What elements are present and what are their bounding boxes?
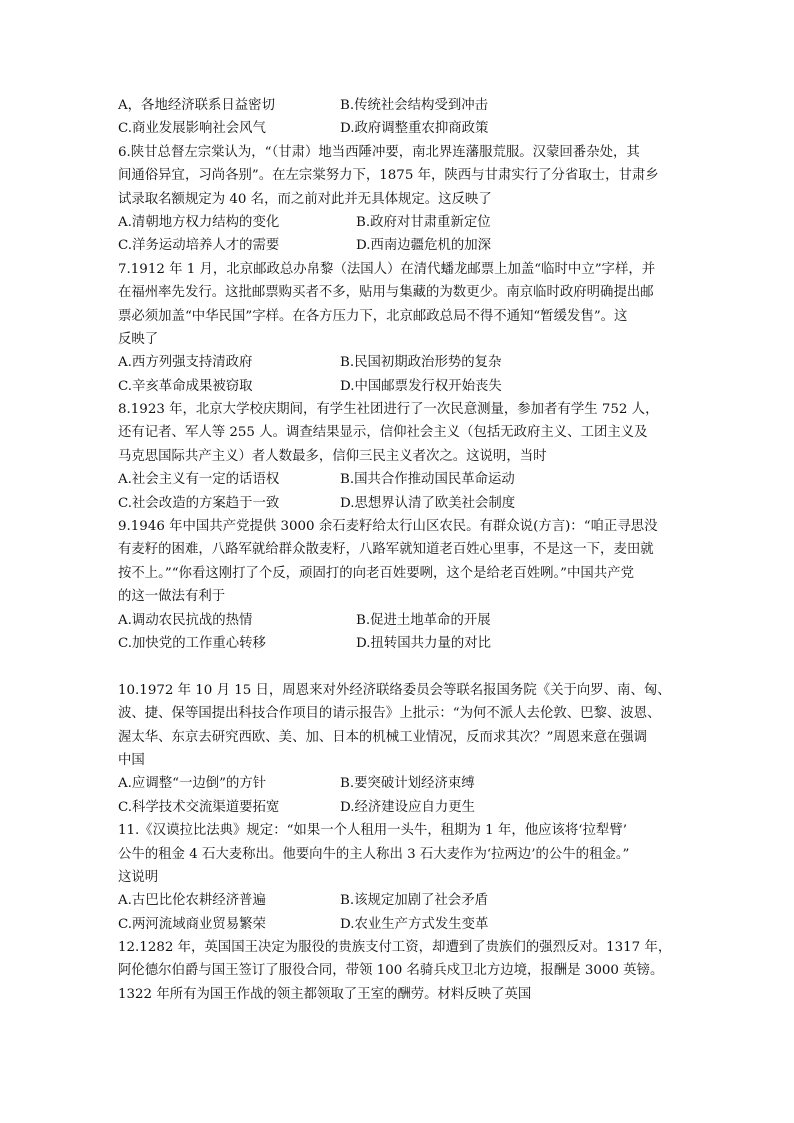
q9-option-b[interactable]: B.促进土地革命的开展 <box>356 612 491 628</box>
q9-options-row-2 <box>118 632 678 655</box>
q9-option-d[interactable]: D.扭转国共力量的对比 <box>356 635 492 651</box>
question-10 <box>118 679 678 819</box>
q7-option-b[interactable]: B.民国初期政治形势的复杂 <box>340 355 502 371</box>
q12-stem-line: 1322 年所有为国王作战的领主都领取了王室的酬劳。材料反映了英国 <box>118 986 532 1002</box>
question-12 <box>118 936 678 1006</box>
q11-option-d[interactable]: D.农业生产方式发生变革 <box>340 916 489 932</box>
q6-stem-line: 间通俗异宜，习尚各别”。在左宗棠努力下，1875 年，陕西与甘肃实行了分省取士，甘肃乡 <box>118 168 659 184</box>
q8-option-d[interactable]: D.思想界认清了欧美社会制度 <box>340 495 516 511</box>
q8-option-a[interactable]: A.社会主义有一定的话语权 <box>118 472 280 488</box>
q8-options-row-1 <box>118 468 678 491</box>
q5-option-b[interactable]: B.传统社会结构受到冲击 <box>340 98 489 113</box>
q9-stem-line: 9.1946 年中国共产党提供 3000 余石麦籽给太行山区农民。有群众说(方言)：“咱正寻思没 <box>118 519 658 535</box>
q9-option-c[interactable]: C.加快党的工作重心转移 <box>118 635 266 651</box>
q10-option-a[interactable]: A.应调整“一边倒”的方针 <box>118 776 267 792</box>
q5-option-d[interactable]: D.政府调整重农抑商政策 <box>340 121 489 137</box>
q5-option-c[interactable]: C.商业发展影响社会风气 <box>118 121 266 137</box>
q9-options-row-1 <box>118 609 678 632</box>
q10-stem-line: 波、捷、保等国提出科技合作项目的请示报告》上批示：“为何不派人去伦敦、巴黎、波恩、 <box>118 706 661 722</box>
q11-option-c[interactable]: C.两河流域商业贸易繁荣 <box>118 916 266 932</box>
q9-stem-line: 有麦籽的困难，八路军就给群众散麦籽，八路军就知道老百姓心里事，不是这一下，麦田就 <box>118 542 654 558</box>
q6-stem-line: 试录取名额规定为 40 名，而之前对此并无具体规定。这反映了 <box>118 191 492 207</box>
q8-stem-line: 8.1923 年，北京大学校庆期间，有学生社团进行了一次民意测量，参加者有学生 752 人， <box>118 402 659 418</box>
q6-options-row-2 <box>118 234 678 257</box>
q11-stem-line: 这说明 <box>118 869 159 885</box>
q9-stem-line: 的这一做法有利于 <box>118 589 226 605</box>
q8-stem-line: 马克思国际共产主义）者人数最多，信仰三民主义者次之。这说明，当时 <box>118 448 547 464</box>
q6-options-row-1 <box>118 211 678 234</box>
blank-line-spacer <box>118 655 678 678</box>
question-8 <box>118 398 678 515</box>
q8-options-row-2 <box>118 492 678 515</box>
q7-stem-line: 7.1912 年 1 月，北京邮政总办帛黎（法国人）在清代蟠龙邮票上加盖“临时中立”字样，并 <box>118 261 656 277</box>
q11-option-b[interactable]: B.该规定加剧了社会矛盾 <box>340 893 489 909</box>
q7-options-row-1 <box>118 351 678 374</box>
q8-option-b[interactable]: B.国共合作推动国民革命运动 <box>340 472 515 488</box>
q10-stem-line: 中国 <box>118 752 145 768</box>
q5-options-row-2 <box>118 117 678 140</box>
q7-stem-line: 在福州率先发行。这批邮票购买者不多，贴用与集藏的为数更少。南京临时政府明确提出邮 <box>118 285 654 301</box>
q11-options-row-2 <box>118 913 678 936</box>
q10-stem-line: 10.1972 年 10 月 15 日，周恩来对外经济联络委员会等联名报国务院《关于向罗、南、匈、 <box>118 682 671 698</box>
exam-page <box>118 94 678 1006</box>
q7-option-c[interactable]: C.辛亥革命成果被窃取 <box>118 378 253 394</box>
q8-stem-line: 还有记者、军人等 255 人。调查结果显示，信仰社会主义（包括无政府主义、工团主义及 <box>118 425 648 441</box>
q6-option-c[interactable]: C.洋务运动培养人才的需要 <box>118 238 280 254</box>
q7-option-a[interactable]: A.西方列强支持清政府 <box>118 355 253 371</box>
question-9 <box>118 515 678 655</box>
q6-option-b[interactable]: B.政府对甘肃重新定位 <box>356 214 491 230</box>
q10-options-row-2 <box>118 796 678 819</box>
q10-options-row-1 <box>118 772 678 795</box>
q9-stem-line: 按不上。”“你看这刚打了个反，顽固打的向老百姓要咧，这个是给老百姓咧。”中国共产党 <box>118 565 634 581</box>
question-11 <box>118 819 678 936</box>
q9-option-a[interactable]: A.调动农民抗战的热情 <box>118 612 253 628</box>
q5-options-row-1 <box>118 94 678 117</box>
q7-option-d[interactable]: D.中国邮票发行权开始丧失 <box>340 378 502 394</box>
q11-stem-line: 11.《汉谟拉比法典》规定：“如果一个人租用一头牛，租期为 1 年，他应该将‘拉犁臂’ <box>118 823 627 839</box>
q11-option-a[interactable]: A.古巴比伦农耕经济普遍 <box>118 893 266 909</box>
q7-stem-line: 票必须加盖“中华民国”字样。在各方压力下，北京邮政总局不得不通知“暂缓发售”。这 <box>118 308 628 324</box>
question-7 <box>118 258 678 398</box>
q10-stem-line: 渥太华、东京去研究西欧、美、加、日本的机械工业情况，反而求其次？”周恩来意在强调 <box>118 729 648 745</box>
q11-options-row-1 <box>118 889 678 912</box>
q6-option-a[interactable]: A.清朝地方权力结构的变化 <box>118 214 280 230</box>
q10-option-d[interactable]: D.经济建设应自力更生 <box>340 799 476 815</box>
q10-option-b[interactable]: B.要突破计划经济束缚 <box>340 776 475 792</box>
q6-option-d[interactable]: D.西南边疆危机的加深 <box>356 238 492 254</box>
q12-stem-line: 阿伦德尔伯爵与国王签订了服役合同，带领 100 名骑兵戍卫北方边境，报酬是 3000 英镑。 <box>118 963 664 979</box>
q6-stem-line: 6.陕甘总督左宗棠认为，“（甘肃）地当西陲冲要，南北界连藩服荒服。汉蒙回番杂处，其 <box>118 144 640 160</box>
q10-option-c[interactable]: C.科学技术交流渠道要拓宽 <box>118 799 280 815</box>
question-6 <box>118 141 678 258</box>
q7-stem-line: 反映了 <box>118 331 159 347</box>
q8-option-c[interactable]: C.社会改造的方案趋于一致 <box>118 495 280 511</box>
q7-options-row-2 <box>118 375 678 398</box>
q5-option-a[interactable]: A，各地经济联系日益密切 <box>118 98 275 113</box>
q11-stem-line: 公牛的租金 4 石大麦称出。他要向牛的主人称出 3 石大麦作为‘拉两边’的公牛的租金。” <box>118 846 630 862</box>
q12-stem-line: 12.1282 年，英国国王决定为服役的贵族支付工资，却遭到了贵族们的强烈反对。1317 年， <box>118 940 672 956</box>
